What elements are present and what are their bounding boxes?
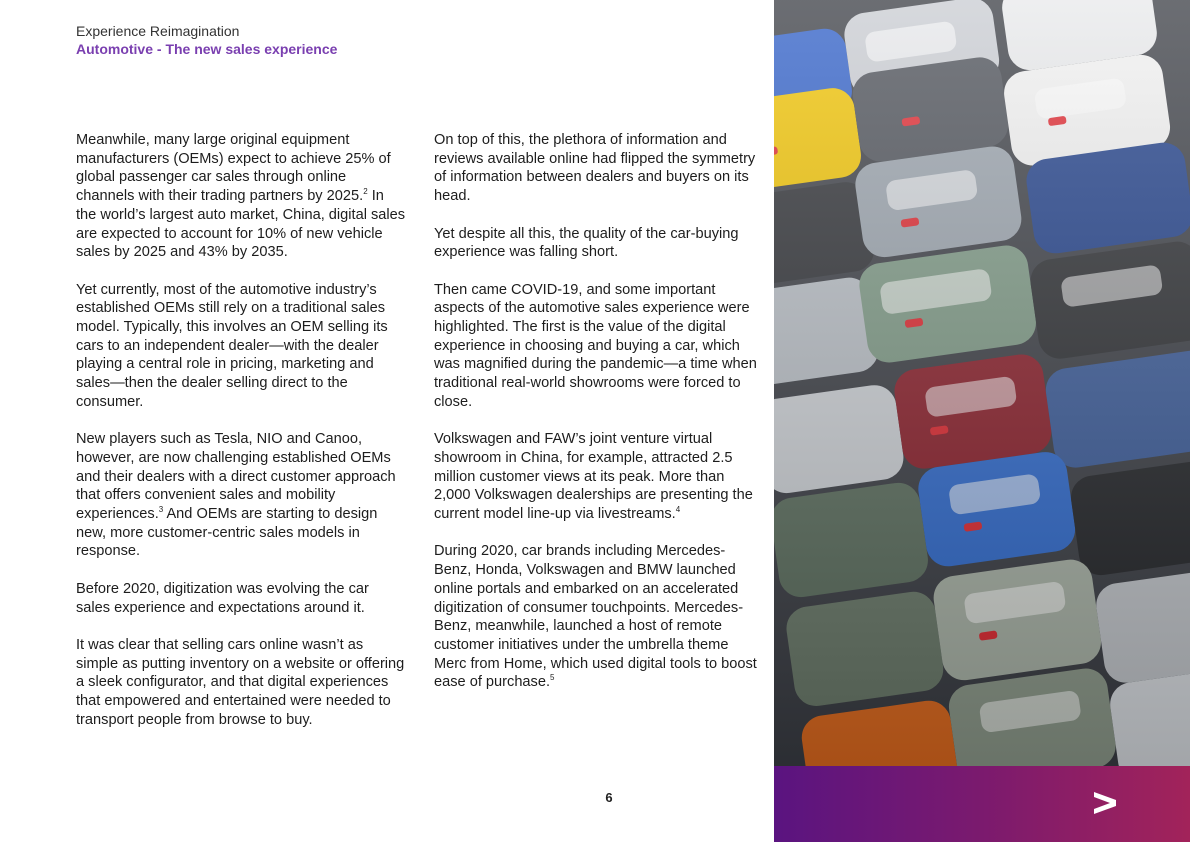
section-eyebrow: Experience Reimagination [76, 23, 240, 39]
footnote-ref[interactable]: 2 [363, 187, 368, 197]
car-lot-photo [774, 0, 1190, 766]
paragraph: Volkswagen and FAW’s joint venture virtual showroom in China, for example, attracted 2.5 million customer views at its peak. More than 2,000 Volkswagen dealerships are presenting the current model line-up via livestreams.$^4$ [434, 431, 753, 523]
paragraph: Then came COVID-19, and some important aspects of the automotive sales experience were highlighted. The first is the value of the digital experience in choosing and buying a car, which was magnified during the pandemic—a time when traditional real-world showrooms were forced to close. [434, 281, 757, 410]
car-lot-illustration [774, 0, 1190, 766]
paragraph: It was clear that selling cars online wasn’t as simple as putting inventory on a website or offering a sleek configurator, and that digital experiences that empowered and entertained were needed to transport people from browse to buy. [76, 636, 405, 728]
footnote-ref[interactable]: 4 [675, 505, 681, 515]
paragraph: Yet despite all this, the quality of the car-buying experience was falling short. [434, 225, 739, 261]
brand-arrow-icon [1090, 788, 1120, 818]
paragraph: New players such as Tesla, NIO and Canoo, however, are now challenging established OEMs and their dealers with a direct customer approach that offers convenient sales and mobility experiences.$^3$ And OEMs are starting to design new, more customer-centric sales models in response. [76, 431, 396, 560]
footnote-ref[interactable]: 3 [158, 505, 164, 515]
paragraph: Before 2020, digitization was evolving the car sales experience and expectations around it. [76, 580, 369, 616]
page-title: Automotive - The new sales experience [76, 41, 338, 57]
footnote-ref[interactable]: 5 [550, 673, 555, 683]
page-number: 6 [605, 790, 613, 805]
paragraph: Meanwhile, many large original equipment manufacturers (OEMs) expect to achieve 25% of global passenger car sales through online channels with their trading partners by 2025.$^2$ In the world’s largest auto market, China, digital sales are expected to account for 10% of new vehicle sales by 2025 and 43% by 2035. [76, 132, 406, 261]
paragraph: During 2020, car brands including Mercedes-Benz, Honda, Volkswagen and BMW launched online portals and embarked on an accelerated digitization of consumer touchpoints. Mercedes-Benz, meanwhile, launched a host of remote customer initiatives under the umbrella theme Merc from Home, which used digital tools to boost ease of purchase.$^5$ [434, 543, 757, 691]
left-column [76, 131, 406, 748]
paragraph: Yet currently, most of the automotive industry’s established OEMs still rely on a traditional sales model. Typically, this involves an OEM selling its cars to an independent dealer—with the dealer playing a central role in pricing, marketing and sales—then the dealer selling direct to the consumer. [76, 281, 388, 410]
brand-footer-bar [774, 766, 1190, 842]
right-column [434, 131, 759, 711]
paragraph: On top of this, the plethora of information and reviews available online had flipped the symmetry of information between dealers and buyers on its head. [434, 132, 756, 205]
page-header [76, 22, 337, 58]
